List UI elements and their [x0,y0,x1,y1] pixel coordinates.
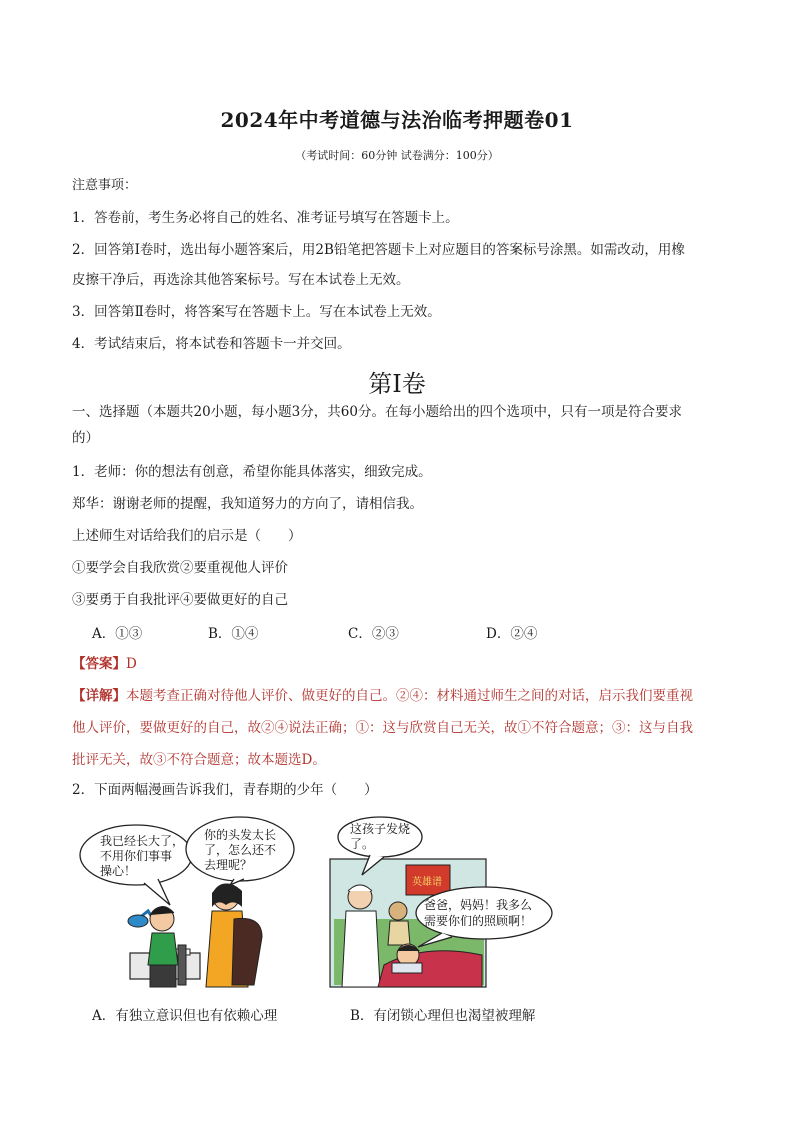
mom-bubble-line: 你的头发太长 [204,828,277,842]
child-bubble-line: 爸爸，妈妈！我多么 [424,898,533,912]
boy-bubble-line: 不用你们事事 [100,849,173,863]
q2-option-a: A．有独立意识但也有依赖心理 [92,1008,278,1024]
q1-option-b: B．①④ [208,626,259,642]
note-line: 1．答卷前，考生务必将自己的姓名、准考证号填写在答题卡上。 [72,210,459,226]
q1-detail-line: 批评无关，故③不符合题意；故本题选D。 [72,752,326,768]
q2-option-b: B．有闭锁心理但也渴望被理解 [350,1008,536,1024]
page-title: 2024年中考道德与法治临考押题卷01 [220,108,574,132]
q1-detail-line: 他人评价，要做更好的自己，故②④说法正确；①：这与欣赏自己无关，故①不符合题意；③：这与自我 [72,720,693,736]
q1-option-c: C．②③ [348,626,399,642]
comic-left-image [66,815,316,990]
q1-detail [72,686,693,706]
section-heading: 一、选择题（本题共20小题，每小题3分，共60分。在每小题给出的四个选项中，只有一项是符合要求 [72,404,682,420]
note-line: 3．回答第Ⅱ卷时，将答案写在答题卡上。写在本试卷上无效。 [72,304,441,320]
q1-answer [72,654,137,674]
q1-statements: ③要勇于自我批评④要做更好的自己 [72,592,288,608]
section-heading-cont: 的） [72,430,99,446]
boy-bubble-line: 操心！ [100,864,137,878]
q1-option-d: D．②④ [486,626,538,642]
note-line: 皮擦干净后，再选涂其他答案标号。写在本试卷上无效。 [72,272,410,288]
exam-info: （考试时间：60分钟 试卷满分：100分） [295,149,499,162]
mom-bubble-line: 了，怎么还不 [204,843,277,857]
q1-line: 郑华：谢谢老师的提醒，我知道努力的方向了，请相信我。 [72,496,423,512]
part-title: 第Ⅰ卷 [368,370,426,398]
q2-stem: 2．下面两幅漫画告诉我们，青春期的少年（ ） [72,782,378,798]
doctor-bubble-line: 了。 [350,837,375,851]
doctor-bubble-line: 这孩子发烧 [350,822,411,836]
comic-right-image [324,815,554,990]
mom-bubble-line: 去理呢？ [204,858,253,872]
child-bubble-line: 需要你们的照顾啊！ [424,914,533,928]
boy-bubble-line: 我已经长大了， [100,834,185,848]
note-line: 2．回答第Ⅰ卷时，选出每小题答案后，用2B铅笔把答题卡上对应题目的答案标号涂黑。如需改动，用橡 [72,242,685,258]
note-line: 4．考试结束后，将本试卷和答题卡一并交回。 [72,336,351,352]
answer-label: 【答案】 [72,656,126,672]
notes-heading: 注意事项： [72,178,138,193]
detail-label: 【详解】 [72,688,126,704]
q1-statements: ①要学会自我欣赏②要重视他人评价 [72,560,288,576]
q1-stem: 上述师生对话给我们的启示是（ ） [72,528,302,544]
q1-line: 1．老师：你的想法有创意，希望你能具体落实，细致完成。 [72,464,432,480]
answer-value: D [126,656,137,672]
poster-text: 英雄谱 [412,877,442,888]
detail-text: 本题考查正确对待他人评价、做更好的自己。②④：材料通过师生之间的对话，启示我们要重视 [126,688,693,704]
q1-option-a: A．①③ [92,626,143,642]
